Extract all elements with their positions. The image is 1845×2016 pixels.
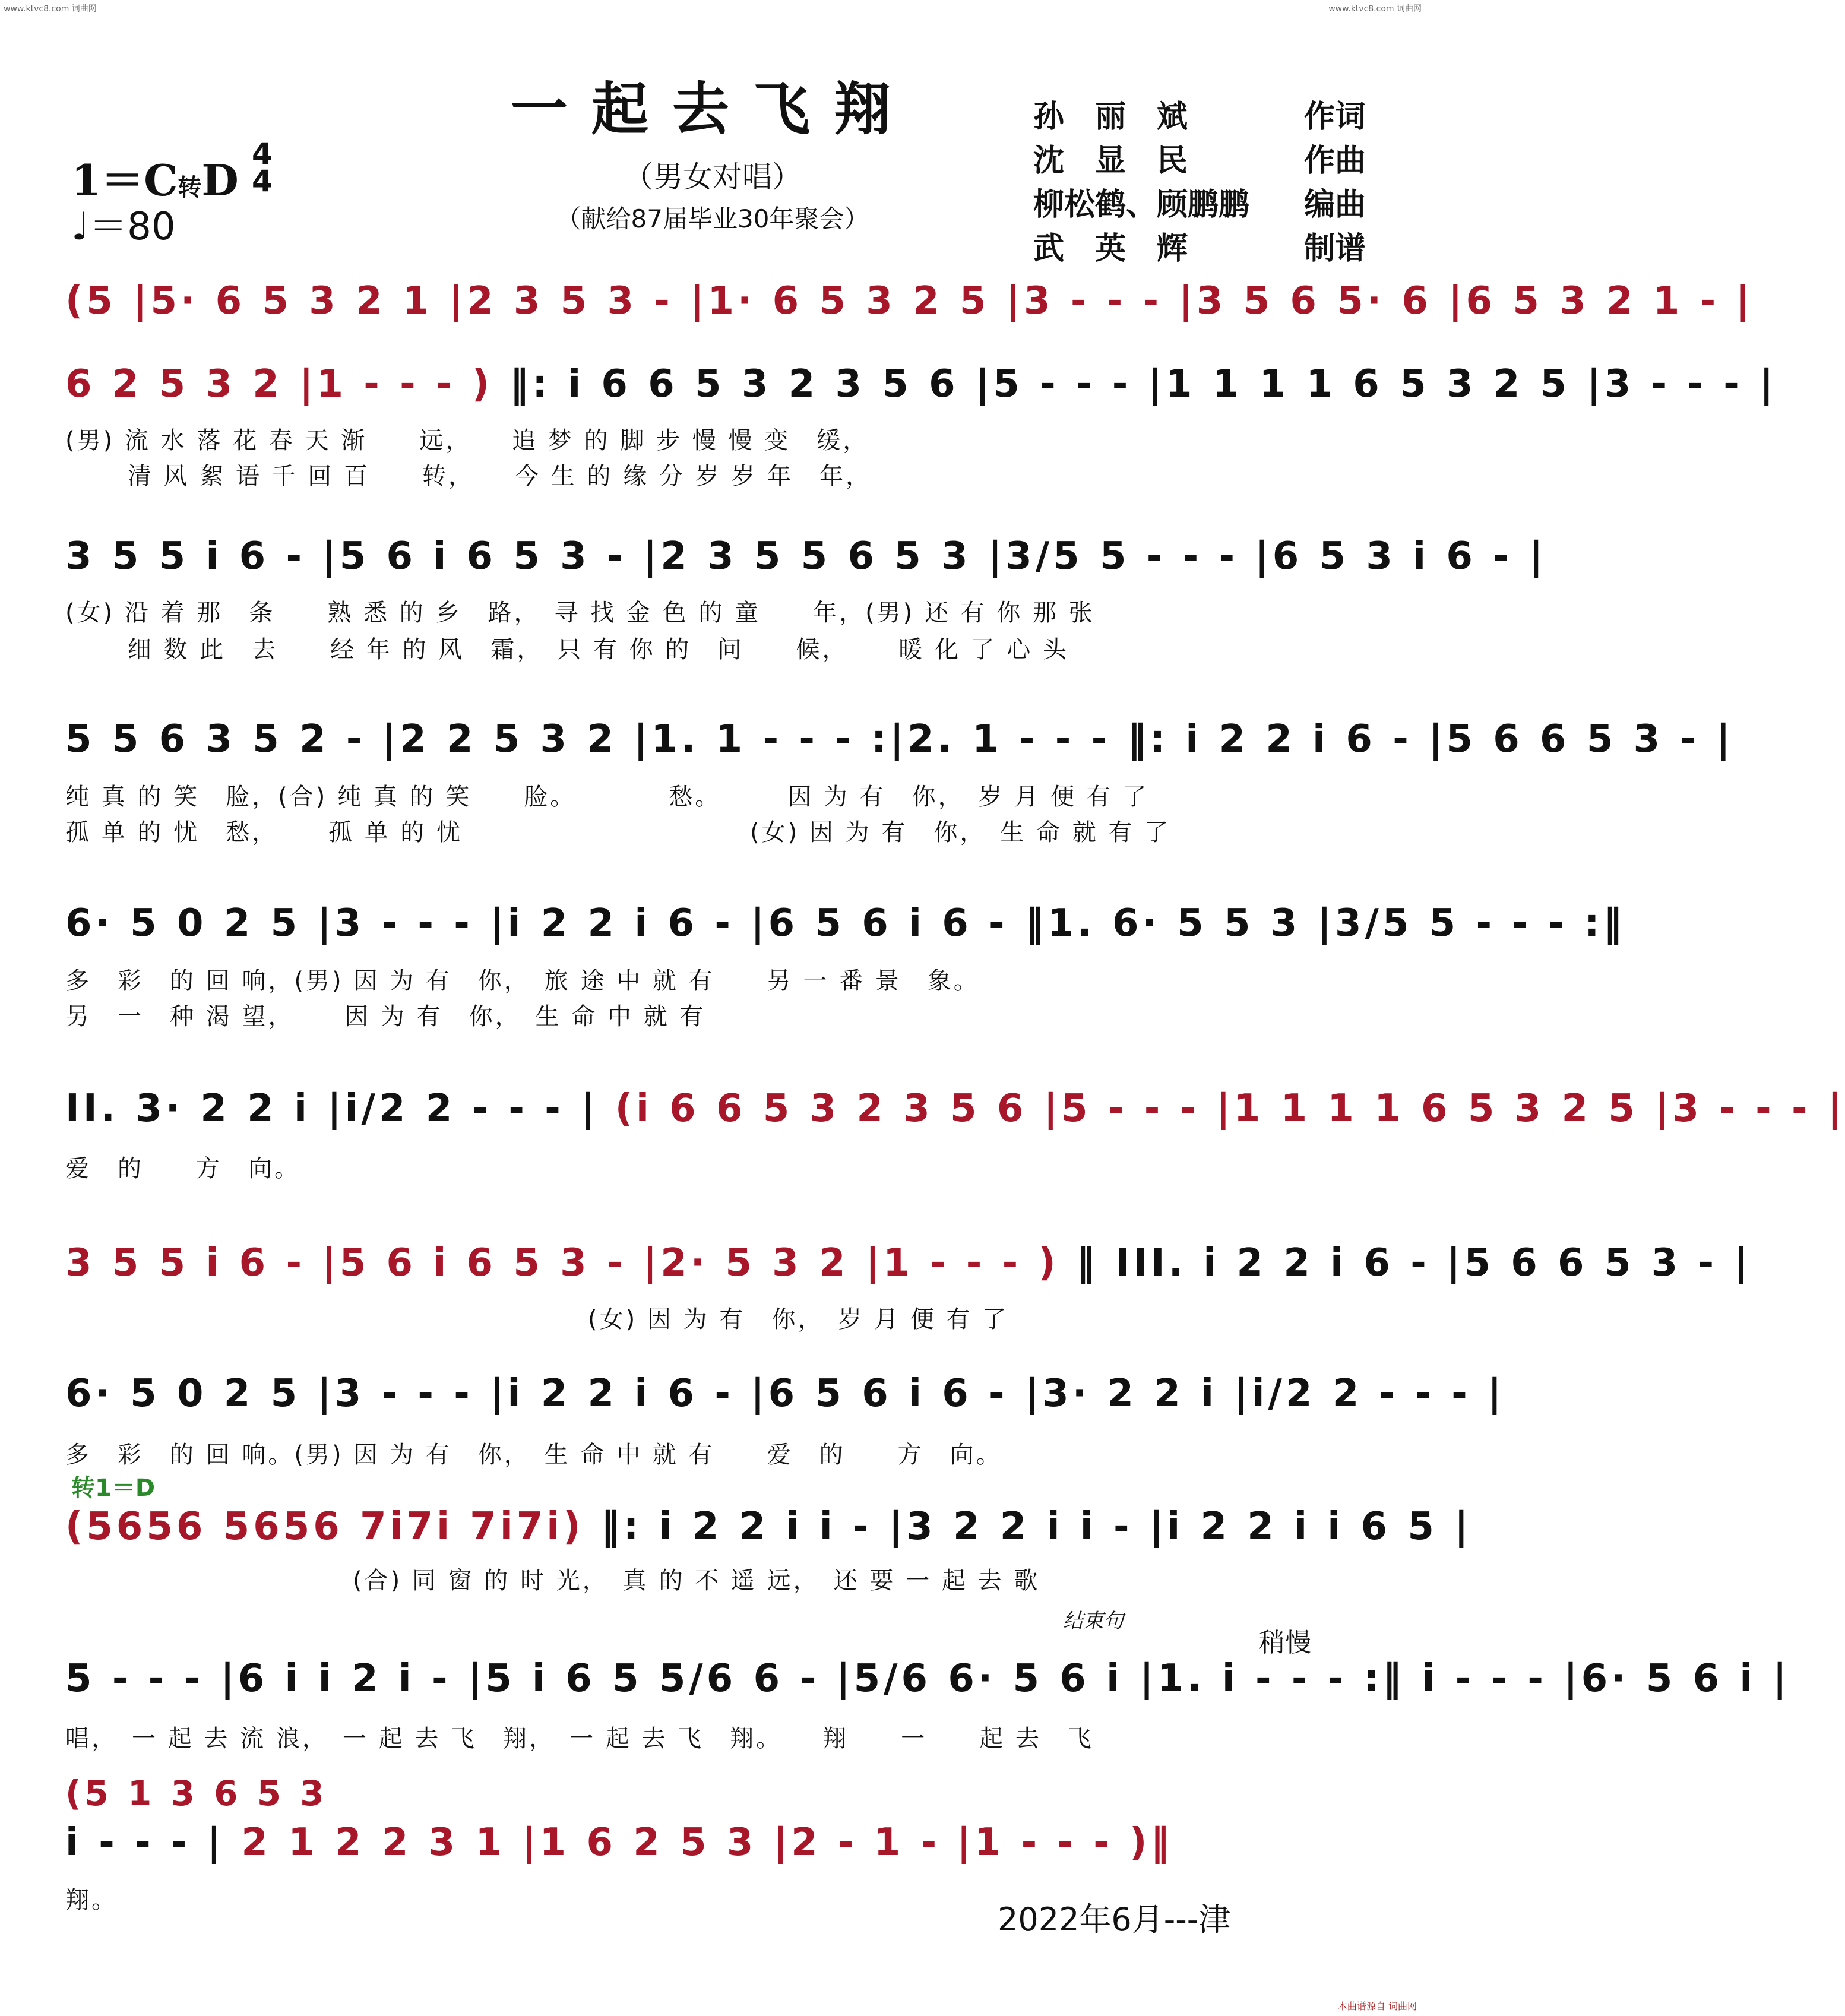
- key-original: 1＝C: [71, 155, 178, 205]
- key-target: D: [201, 155, 239, 205]
- lyrics-row-6: 爱 的 方 向。: [65, 1155, 300, 1182]
- source-stamp: 本曲谱源自 词曲网: [1337, 2001, 1417, 2012]
- watermark-left: www.ktvc8.com 词曲网: [4, 4, 97, 14]
- credits-block: [1033, 95, 1366, 271]
- credit-name: 武 英 辉: [1033, 231, 1188, 267]
- tempo-marking: [71, 196, 176, 251]
- lyrics-row-7: (女) 因 为 有 你， 岁 月 便 有 了: [65, 1306, 1009, 1333]
- score-row-8: 6· 5 0 2 5 |3 - - - |i 2 2 i 6 - |6 5 6 i 6 - |3· 2 2 i |i/2 2 - - - |: [65, 1372, 1505, 1416]
- lyrics-row-4b: 孤 单 的 忧 愁， 孤 单 的 忧 (女) 因 为 有 你， 生 命 就 有 了: [65, 819, 1171, 846]
- score-row-4: 5 5 6 3 5 2 - |2 2 5 3 2 |1. 1 - - - :|2. 1 - - - ‖: i 2 2 i 6 - |5 6 6 5 3 - |: [65, 717, 1734, 761]
- lyrics-row-10: 唱， 一 起 去 流 浪， 一 起 去 飞 翔， 一 起 去 飞 翔。 翔 一 起 去 飞: [65, 1725, 1094, 1752]
- tempo-direction: 稍慢: [1259, 1628, 1311, 1658]
- score-row-11: [65, 1821, 1366, 1865]
- time-sig-top: 4: [252, 137, 273, 171]
- credit-composer: [1033, 139, 1366, 183]
- score-row-6: [65, 1087, 1845, 1131]
- credit-arranger: [1033, 183, 1366, 227]
- lyrics-row-5b: 另 一 种 渴 望， 因 为 有 你， 生 命 中 就 有: [65, 1003, 706, 1030]
- modulation-mark: 转1＝D: [71, 1474, 156, 1502]
- score-row-9: [65, 1505, 1472, 1549]
- score-row-1: (5 |5· 6 5 3 2 1 |2 3 5 3 - |1· 6 5 3 2 5 |3 - - - |3 5 6 5· 6 |6 5 3 2 1 - |: [65, 279, 1754, 323]
- score-row-10: 5 - - - |6 i i 2 i - |5 i 6 5 5/6 6 - |5/6 6· 5 6 i |1. i - - - :‖ i - - - |6· 5 6 i |: [65, 1657, 1790, 1701]
- song-dedication: （献给87届毕业30年聚会）: [556, 204, 869, 233]
- watermark-right: www.ktvc8.com 词曲网: [1328, 4, 1422, 14]
- score-row-2: [65, 362, 1777, 406]
- lyrics-row-8: 多 彩 的 回 响。(男) 因 为 有 你， 生 命 中 就 有 爱 的 方 向。: [65, 1441, 1002, 1469]
- lyrics-row-5a: 多 彩 的 回 响，(男) 因 为 有 你， 旅 途 中 就 有 另 一 番 景 象。: [65, 967, 980, 995]
- lyrics-row-11: 翔。: [65, 1887, 118, 1914]
- lyrics-row-2b: 清 风 絮 语 千 回 百 转， 今 生 的 缘 分 岁 岁 年 年，: [65, 463, 872, 490]
- modulation-bridge: (5656 5656 7i7i 7i7i): [65, 1505, 584, 1549]
- credit-name: 沈 显 民: [1033, 143, 1188, 179]
- final-chorus-notes: ‖: i 2 2 i i - |3 2 2 i i - |i 2 2 i i 6 5 |: [600, 1505, 1472, 1549]
- song-subtitle: （男女对唱）: [624, 160, 802, 194]
- lyrics-row-9: (合) 同 窗 的 时 光， 真 的 不 遥 远， 还 要 一 起 去 歌: [65, 1567, 1040, 1594]
- credit-transcriber: [1033, 227, 1366, 271]
- quarter-note-icon: ♩: [71, 205, 90, 249]
- score-row-7: [65, 1241, 1752, 1285]
- credit-role: 制谱: [1303, 231, 1366, 267]
- verse-notes: ‖: i 6 6 5 3 2 3 5 6 |5 - - - |1 1 1 1 6 5 3 2 5 |3 - - - |: [509, 362, 1777, 406]
- credit-role: 作词: [1303, 99, 1366, 135]
- interlude-notes: (i 6 6 5 3 2 3 5 6 |5 - - - |1 1 1 1 6 5 3 2 5 |3 - - - |: [615, 1087, 1845, 1131]
- interlude-end-notes: 3 5 5 i 6 - |5 6 i 6 5 3 - |2· 5 3 2 |1 - - - ): [65, 1241, 1059, 1285]
- coda-notes: 2 1 2 2 3 1 |1 6 2 5 3 |2 - 1 - |1 - - - )‖: [241, 1821, 1173, 1865]
- credit-role: 作曲: [1303, 143, 1366, 179]
- song-title: 一起去飞翔: [511, 75, 914, 143]
- credit-name: 柳松鹤、顾鹏鹏: [1033, 187, 1250, 223]
- time-sig-bottom: 4: [252, 164, 273, 198]
- score-row-5: 6· 5 0 2 5 |3 - - - |i 2 2 i 6 - |6 5 6 i 6 - ‖1. 6· 5 5 3 |3/5 5 - - - :‖: [65, 901, 1626, 945]
- lyrics-row-3b: 细 数 此 去 经 年 的 风 霜， 只 有 你 的 问 候， 暖 化 了 心 头: [65, 636, 1069, 663]
- intro-ending: 6 2 5 3 2 |1 - - - ): [65, 362, 493, 406]
- lyrics-row-4a: 纯 真 的 笑 脸，(合) 纯 真 的 笑 脸。 愁。 因 为 有 你， 岁 月 便 有 了: [65, 783, 1149, 811]
- credit-lyricist: [1033, 95, 1366, 139]
- chorus-notes: ‖ III. i 2 2 i 6 - |5 6 6 5 3 - |: [1076, 1241, 1752, 1285]
- key-change-label: 转: [178, 173, 202, 201]
- volta-notes: II. 3· 2 2 i |i/2 2 - - - |: [65, 1087, 599, 1131]
- time-signature: [252, 137, 273, 198]
- credit-name: 孙 丽 斌: [1033, 99, 1188, 135]
- credit-role: 编曲: [1303, 187, 1366, 223]
- coda-accompaniment-top: (5 1 3 6 5 3: [65, 1773, 328, 1814]
- tempo-value: ＝80: [89, 205, 176, 249]
- lyrics-row-2a: (男) 流 水 落 花 春 天 渐 远， 追 梦 的 脚 步 慢 慢 变 缓，: [65, 427, 869, 454]
- date-signature: 2022年6月---津: [998, 1901, 1231, 1938]
- lyrics-row-3a: (女) 沿 着 那 条 熟 悉 的 乡 路， 寻 找 金 色 的 童 年，(男) 还 有 你 那 张: [65, 599, 1095, 626]
- score-row-3: 3 5 5 i 6 - |5 6 i 6 5 3 - |2 3 5 5 6 5 3 |3/5 5 - - - |6 5 3 i 6 - |: [65, 534, 1547, 578]
- final-note: i - - - |: [65, 1821, 225, 1865]
- ending-label: 结束句: [1063, 1609, 1124, 1633]
